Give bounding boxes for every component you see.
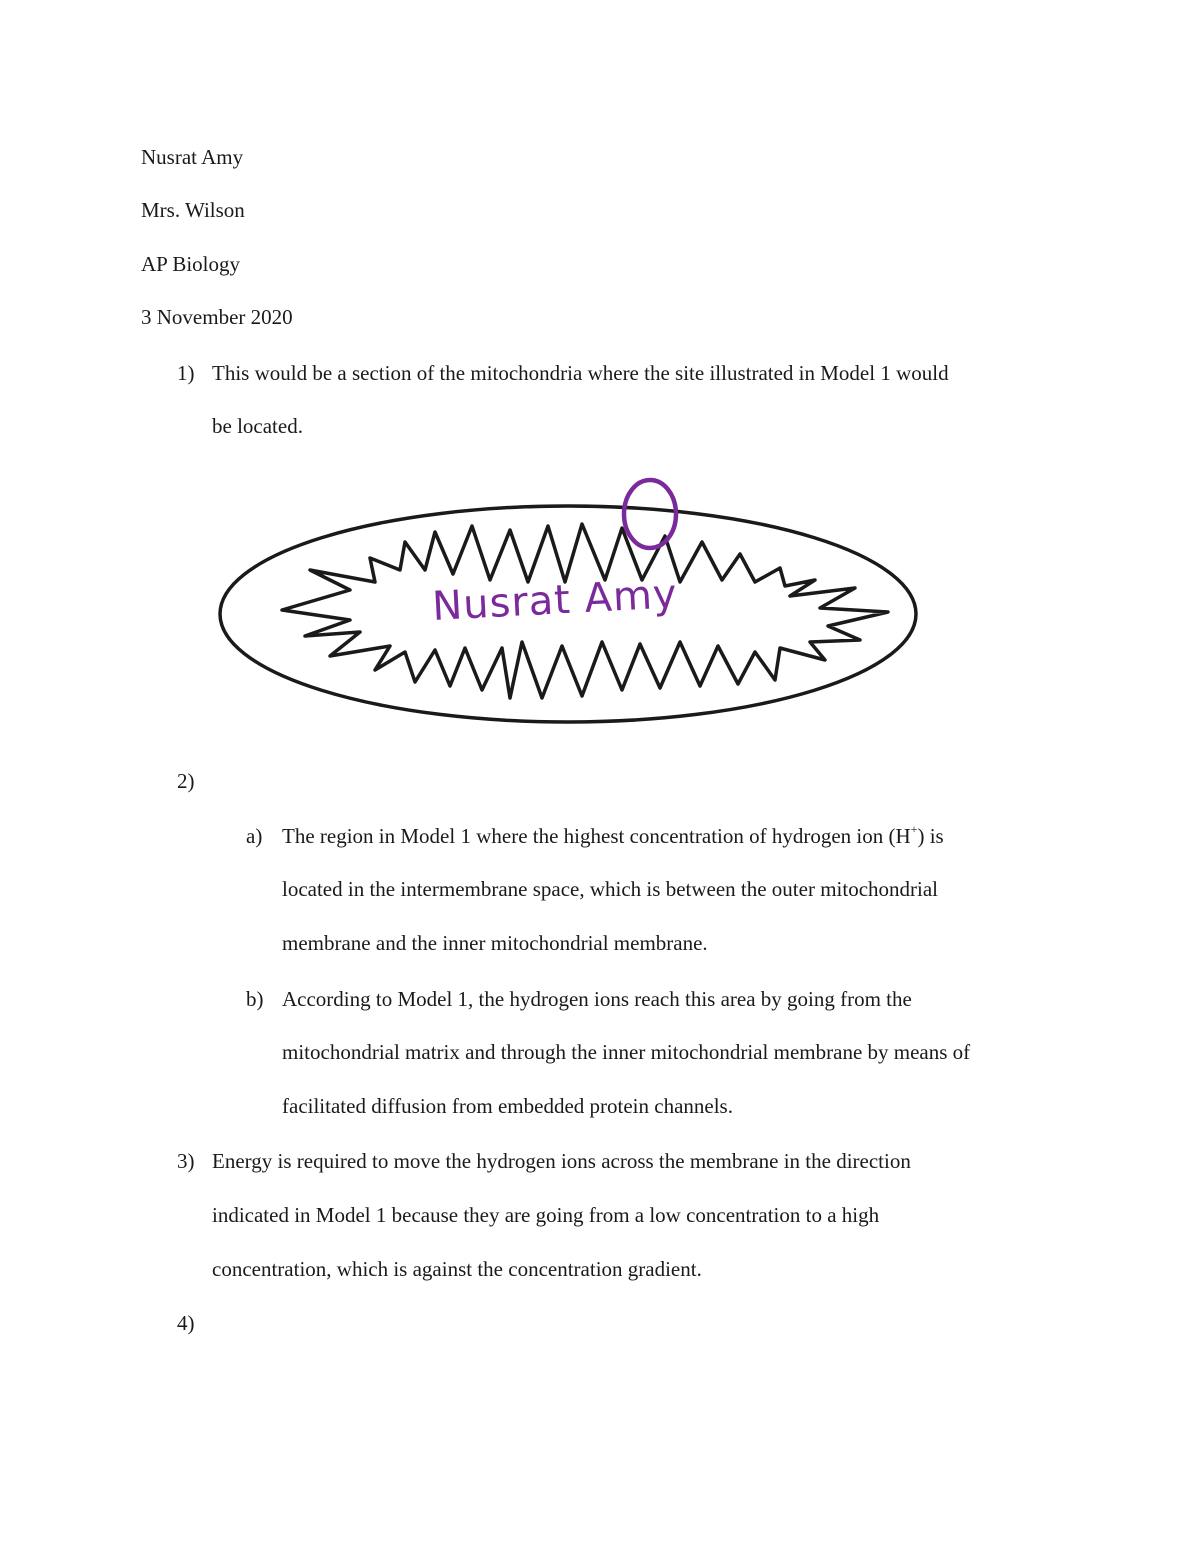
teacher-name: Mrs. Wilson xyxy=(141,198,245,222)
q2-number: 2) xyxy=(177,769,195,793)
q2a-superscript: + xyxy=(910,822,918,836)
handwritten-name-label: Nusrat Amy xyxy=(431,571,679,630)
q2a-text-line1 xyxy=(282,823,944,849)
q3-text-line3: concentration, which is against the concentration gradient. xyxy=(212,1257,702,1281)
q2a-line1-post: ) is xyxy=(917,824,944,848)
q2a-text-line3: membrane and the inner mitochondrial membrane. xyxy=(282,931,708,955)
q3-text-line1: Energy is required to move the hydrogen ions across the membrane in the direction xyxy=(212,1149,911,1173)
mitochondrion-diagram xyxy=(210,470,930,732)
q1-number: 1) xyxy=(177,361,195,385)
q3-number: 3) xyxy=(177,1149,195,1173)
q2a-letter: a) xyxy=(246,824,263,848)
q4-number: 4) xyxy=(177,1311,195,1335)
q2b-text-line1: According to Model 1, the hydrogen ions reach this area by going from the xyxy=(282,987,912,1011)
q1-text-line1: This would be a section of the mitochondria where the site illustrated in Model 1 would xyxy=(212,361,949,385)
course-name: AP Biology xyxy=(141,252,240,276)
date: 3 November 2020 xyxy=(141,305,293,329)
student-name: Nusrat Amy xyxy=(141,145,244,169)
site-circle-marker xyxy=(624,480,676,548)
q2b-text-line2: mitochondrial matrix and through the inner mitochondrial membrane by means of xyxy=(282,1040,971,1064)
q2b-text-line3: facilitated diffusion from embedded protein channels. xyxy=(282,1094,733,1118)
q2a-text-line2: located in the intermembrane space, which is between the outer mitochondrial xyxy=(282,877,939,901)
q1-text-line2: be located. xyxy=(212,414,303,438)
q3-text-line2: indicated in Model 1 because they are going from a low concentration to a high xyxy=(212,1203,880,1227)
q2b-letter: b) xyxy=(246,987,264,1011)
q2a-line1-pre: The region in Model 1 where the highest concentration of hydrogen ion (H xyxy=(282,824,911,848)
